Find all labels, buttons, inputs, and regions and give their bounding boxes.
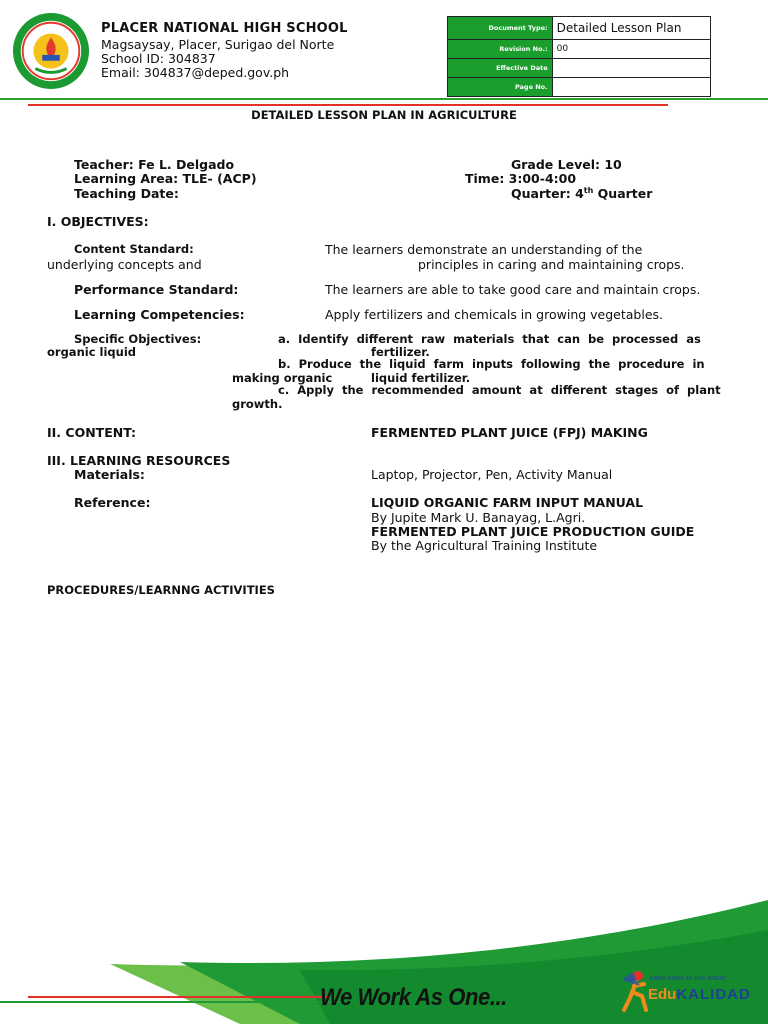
content-heading: II. CONTENT: xyxy=(47,425,137,440)
teacher: Teacher: Fe L. Delgado xyxy=(74,157,235,172)
revision-value: 00 xyxy=(552,40,710,59)
school-id: School ID: 304837 xyxy=(101,51,216,66)
materials: Laptop, Projector, Pen, Activity Manual xyxy=(371,467,613,482)
revision-label: Revision No.: xyxy=(448,40,553,59)
school-name: PLACER NATIONAL HIGH SCHOOL xyxy=(101,21,348,36)
reference-2-author: By the Agricultural Training Institute xyxy=(371,538,598,553)
performance-standard-label: Performance Standard: xyxy=(74,282,239,297)
edu-tagline: SAMA-SAMA SA PAG-ANGAT xyxy=(650,976,727,982)
objective-b-cont-b: liquid fertilizer. xyxy=(371,371,471,385)
teaching-date: Teaching Date: xyxy=(74,186,179,201)
page-title: DETAILED LESSON PLAN IN AGRICULTURE xyxy=(251,108,517,122)
specific-objectives-label-cont: organic liquid xyxy=(47,345,136,359)
specific-objectives-label: Specific Objectives: xyxy=(74,332,202,346)
reference-2-title: FERMENTED PLANT JUICE PRODUCTION GUIDE xyxy=(371,524,695,539)
materials-label: Materials: xyxy=(74,467,145,482)
reference-1-author: By Jupite Mark U. Banayag, L.Agri. xyxy=(371,510,586,525)
reference-label: Reference: xyxy=(74,495,151,510)
content-value: FERMENTED PLANT JUICE (FPJ) MAKING xyxy=(371,425,648,440)
page-no-label: Page No. xyxy=(448,78,553,97)
performance-standard: The learners are able to take good care and maintain crops. xyxy=(325,282,701,297)
doc-type-value: Detailed Lesson Plan xyxy=(552,17,710,40)
objective-b-cont-a: making organic xyxy=(232,371,333,385)
quarter: Quarter: 4th Quarter xyxy=(511,186,653,202)
objective-b: b. Produce the liquid farm inputs following the procedure in xyxy=(278,357,705,371)
competencies: Apply fertilizers and chemicals in growing vegetables. xyxy=(325,307,664,322)
header-green-rule xyxy=(0,98,768,100)
procedures-heading: PROCEDURES/LEARNNG ACTIVITIES xyxy=(47,583,275,597)
doc-type-label: Document Type: xyxy=(448,17,553,40)
effective-date-value xyxy=(552,59,710,78)
school-email: Email: 304837@deped.gov.ph xyxy=(101,65,290,80)
content-standard-line2a: underlying concepts and xyxy=(47,257,202,272)
reference-1-title: LIQUID ORGANIC FARM INPUT MANUAL xyxy=(371,495,644,510)
content-standard-line1: The learners demonstrate an understanding of the xyxy=(325,242,643,257)
time: Time: 3:00-4:00 xyxy=(465,171,577,186)
objective-c: c. Apply the recommended amount at different stages of plant xyxy=(278,383,721,397)
objectives-heading: I. OBJECTIVES: xyxy=(47,214,149,229)
content-standard-line2b: principles in caring and maintaining crops. xyxy=(418,257,685,272)
learning-area: Learning Area: TLE- (ACP) xyxy=(74,171,257,186)
school-address: Magsaysay, Placer, Surigao del Norte xyxy=(101,37,335,52)
edukalidad-logo xyxy=(616,964,756,1020)
document-info-table xyxy=(447,16,711,97)
objective-a-cont: fertilizer. xyxy=(371,345,430,359)
competencies-label: Learning Competencies: xyxy=(74,307,245,322)
school-seal-logo xyxy=(12,12,90,90)
resources-heading: III. LEARNING RESOURCES xyxy=(47,453,231,468)
content-standard-label: Content Standard: xyxy=(74,242,194,256)
objective-a: a. Identify different raw materials that can be processed as xyxy=(278,332,701,346)
page-no-value xyxy=(552,78,710,97)
runner-icon xyxy=(620,970,650,1016)
edu-brand: EduKALIDAD xyxy=(648,986,751,1003)
footer-slogan: We Work As One... xyxy=(320,984,507,1011)
grade-level: Grade Level: 10 xyxy=(511,157,622,172)
effective-date-label: Effective Date xyxy=(448,59,553,78)
header-red-rule xyxy=(28,104,668,106)
objective-c-cont: growth. xyxy=(232,397,283,411)
